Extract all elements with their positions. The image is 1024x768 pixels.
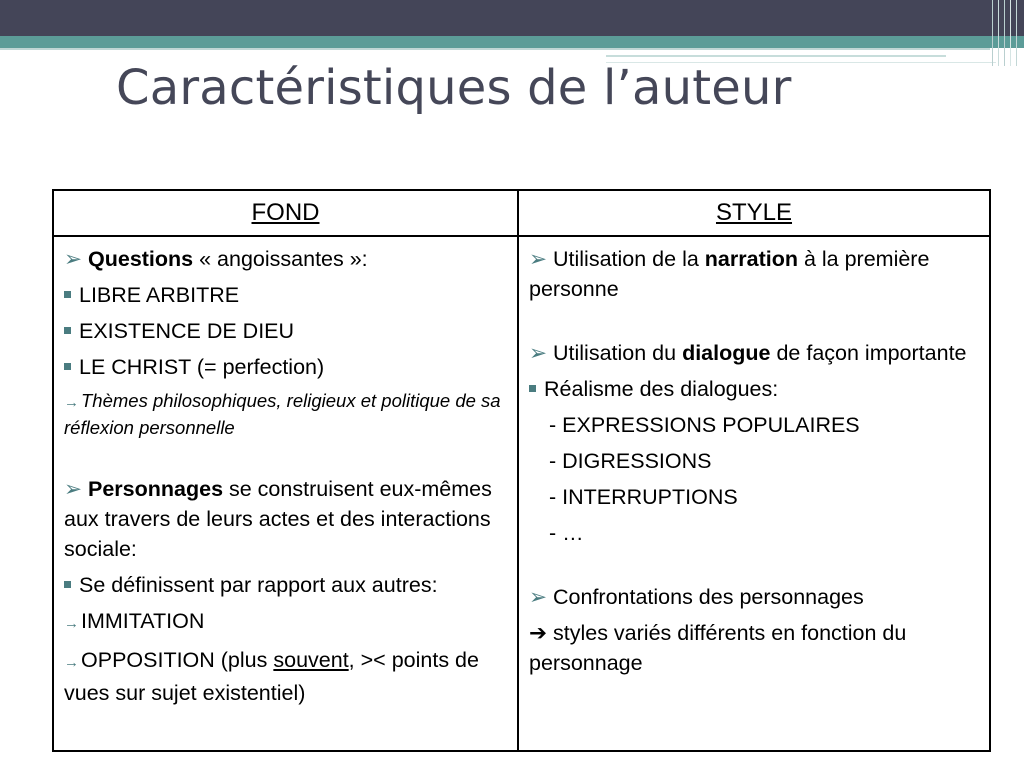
dialogue-text: Utilisation du: [553, 341, 683, 365]
header-thin-line: [0, 48, 990, 50]
personnages-text: se construisent eux-mêmes aux travers de leurs actes et des interactions sociale:: [64, 477, 492, 561]
questions-label: Questions: [88, 247, 194, 271]
decorative-edge-line: [998, 0, 999, 66]
comparison-table: [52, 189, 991, 752]
list-item: [64, 280, 507, 310]
themes-note: [64, 388, 507, 440]
arrow-bullet-icon: ➢: [529, 585, 548, 609]
decorative-edge-line: [1010, 0, 1011, 66]
dialogue-bold: dialogue: [682, 341, 771, 365]
fond-cell: [53, 236, 518, 751]
table-row: [53, 236, 990, 751]
list-item: - INTERRUPTIONS: [549, 485, 738, 509]
opposition-underlined: souvent: [273, 648, 349, 672]
list-item: - …: [549, 521, 584, 545]
table-header-row: [53, 190, 990, 236]
arrow-bullet-icon: ➢: [64, 247, 83, 271]
list-item: - EXPRESSIONS POPULAIRES: [549, 413, 860, 437]
header-fond-label: FOND: [251, 199, 320, 226]
confrontations-text: Confrontations des personnages: [553, 585, 864, 609]
decorative-edge-line: [1004, 0, 1005, 66]
header-teal-band: [0, 36, 1024, 48]
list-item-text: IMMITATION: [81, 609, 205, 633]
list-item: [529, 374, 979, 404]
list-item-text: Se définissent par rapport aux autres:: [79, 573, 438, 597]
arrow-right-icon: →: [64, 394, 79, 411]
arrow-bullet-icon: ➢: [529, 341, 548, 365]
header-dark-band: [0, 0, 1024, 36]
confrontations-line: [529, 582, 979, 612]
arrow-bullet-icon: ➢: [64, 477, 83, 501]
square-bullet-icon: [64, 291, 71, 298]
themes-note-text: Thèmes philosophiques, religieux et politique de sa réflexion personnelle: [64, 390, 501, 438]
arrow-right-icon: ➔: [529, 621, 548, 645]
narration-bold: narration: [704, 247, 798, 271]
square-bullet-icon: [64, 363, 71, 370]
list-item-text: EXISTENCE DE DIEU: [79, 319, 295, 343]
list-item: - DIGRESSIONS: [549, 449, 712, 473]
header-fond: [53, 190, 518, 236]
list-item: [64, 570, 507, 600]
narration-text: Utilisation de la: [553, 247, 705, 271]
personnages-line: [64, 474, 507, 564]
styles-text: styles variés différents en fonction du personnage: [529, 621, 907, 675]
arrow-right-icon: →: [64, 654, 79, 671]
dialogue-line: [529, 338, 979, 368]
dialogue-text-end: de façon importante: [770, 341, 967, 365]
list-item: [64, 645, 507, 708]
square-bullet-icon: [529, 385, 536, 392]
square-bullet-icon: [64, 327, 71, 334]
header-style: [518, 190, 990, 236]
narration-text-end: à la première personne: [529, 247, 930, 301]
arrow-bullet-icon: ➢: [529, 247, 548, 271]
list-item-text: LE CHRIST (= perfection): [79, 355, 325, 379]
narration-line: [529, 244, 979, 304]
list-item: [64, 316, 507, 346]
square-bullet-icon: [64, 581, 71, 588]
opposition-text: OPPOSITION (plus: [81, 648, 274, 672]
personnages-label: Personnages: [88, 477, 224, 501]
questions-text: « angoissantes »:: [193, 247, 368, 271]
arrow-right-icon: →: [64, 615, 79, 632]
decorative-edge-line: [992, 0, 993, 66]
decorative-edge-line: [1016, 0, 1017, 66]
opposition-text-end: , >< points de vues sur sujet existentiel): [64, 648, 479, 705]
slide-title: Caractéristiques de l’auteur: [116, 60, 792, 116]
list-item-text: Réalisme des dialogues:: [544, 377, 779, 401]
header-style-label: STYLE: [715, 199, 793, 226]
list-item-text: LIBRE ARBITRE: [79, 283, 240, 307]
list-item: [64, 352, 507, 382]
style-cell: [518, 236, 990, 751]
list-item: [64, 606, 507, 639]
styles-line: [529, 618, 979, 678]
questions-line: [64, 244, 507, 274]
